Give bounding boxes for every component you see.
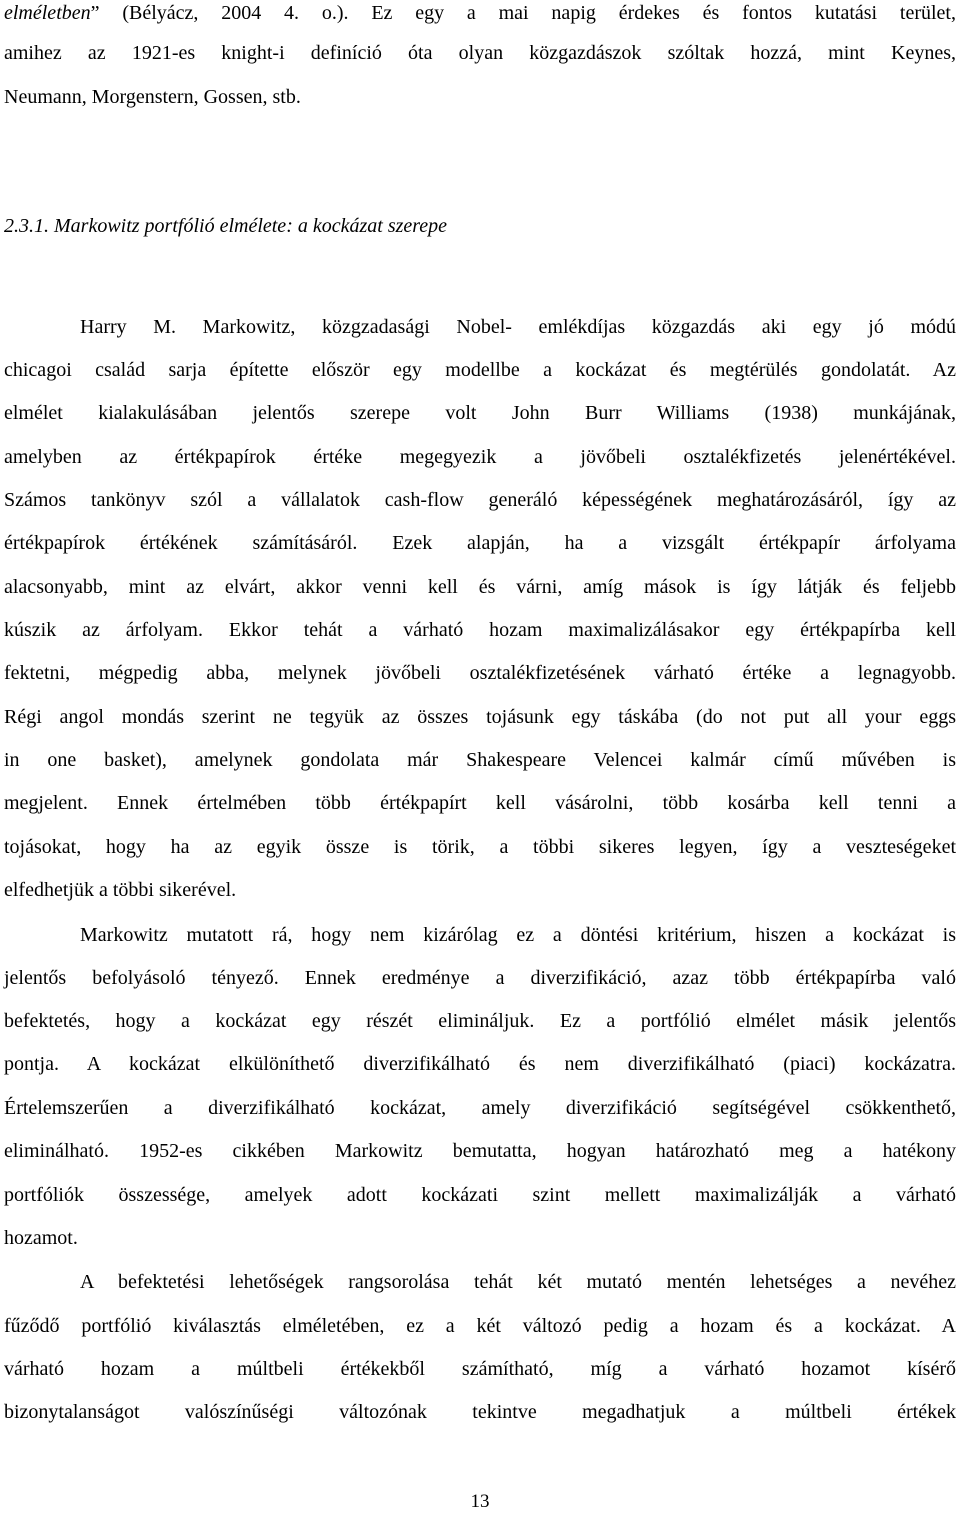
paragraph-2-line-7: portfóliók összessége, amelyek adott kockázati szint mellett maximalizálják a várható <box>4 1184 956 1206</box>
paragraph-2-line-4: pontja. A kockázat elkülöníthető diverzifikálható és nem diverzifikálható (piaci) kockázatra. <box>4 1053 956 1075</box>
paragraph-3-line-4: bizonytalanságot valószínűségi változónak tekintve megadhatjuk a múltbeli értékek <box>4 1401 956 1423</box>
paragraph-1-line-5: Számos tankönyv szól a vállalatok cash-flow generáló képességének meghatározásáról, így az <box>4 489 956 511</box>
paragraph-1-line-2: chicagoi család sarja építette először egy modellbe a kockázat és megtérülés gondolatát. Az <box>4 359 956 381</box>
paragraph-2-line-5: Értelemszerűen a diverzifikálható kockázat, amely diverzifikáció segítségével csökkenthető, <box>4 1097 956 1119</box>
section-heading: 2.3.1. Markowitz portfólió elmélete: a kockázat szerepe <box>4 215 448 237</box>
paragraph-1-line-14: elfedhetjük a többi sikerével. <box>4 879 237 901</box>
paragraph-2-line-1: Markowitz mutatott rá, hogy nem kizárólag ez a döntési kritérium, hiszen a kockázat is <box>80 924 956 946</box>
paragraph-1-line-11: in one basket), amelynek gondolata már Shakespeare Velencei kalmár című művében is <box>4 749 956 771</box>
paragraph-1-line-6: értékpapírok értékének számításáról. Ezek alapján, ha a vizsgált értékpapír árfolyama <box>4 532 956 554</box>
paragraph-1-line-7: alacsonyabb, mint az elvárt, akkor venni kell és várni, amíg mások is így látják és feljebb <box>4 576 956 598</box>
intro-italic-term: elméletben <box>4 2 91 24</box>
intro-line-1-text: ” (Bélyácz, 2004 4. o.). Ez egy a mai napig érdekes és fontos kutatási terület, <box>90 2 956 24</box>
paragraph-3-line-3: várható hozam a múltbeli értékekből számítható, míg a várható hozamot kísérő <box>4 1358 956 1380</box>
paragraph-2-line-6: eliminálható. 1952-es cikkében Markowitz bemutatta, hogyan határozható meg a hatékony <box>4 1140 956 1162</box>
paragraph-1-line-10: Régi angol mondás szerint ne tegyük az összes tojásunk egy táskába (do not put all your eggs <box>4 706 956 728</box>
intro-line-1 <box>4 0 956 26</box>
paragraph-2-line-8: hozamot. <box>4 1227 78 1249</box>
paragraph-3-line-1: A befektetési lehetőségek rangsorolása tehát két mutató mentén lehetséges a nevéhez <box>80 1271 956 1293</box>
paragraph-3-line-2: fűződő portfólió kiválasztás elméletében, ez a két változó pedig a hozam és a kockázat. A <box>4 1315 956 1337</box>
paragraph-1-line-8: kúszik az árfolyam. Ekkor tehát a várható hozam maximalizálásakor egy értékpapírba kell <box>4 619 956 641</box>
intro-line-2: amihez az 1921-es knight-i definíció óta olyan közgazdászok szóltak hozzá, mint Keynes, <box>4 42 956 64</box>
paragraph-1-line-4: amelyben az értékpapírok értéke megegyezik a jövőbeli osztalékfizetés jelenértékével. <box>4 446 956 468</box>
paragraph-2-line-2: jelentős befolyásoló tényező. Ennek eredménye a diverzifikáció, azaz több értékpapírba való <box>4 967 956 989</box>
paragraph-2-line-3: befektetés, hogy a kockázat egy részét elimináljuk. Ez a portfólió elmélet másik jelentős <box>4 1010 956 1032</box>
paragraph-1-line-12: megjelent. Ennek értelmében több értékpapírt kell vásárolni, több kosárba kell tenni a <box>4 792 956 814</box>
paragraph-1-line-13: tojásokat, hogy ha az egyik össze is törik, a többi sikeres legyen, így a veszteségeket <box>4 836 956 858</box>
paragraph-1-line-9: fektetni, mégpedig abba, melynek jövőbeli osztalékfizetésének várható értéke a legnagyobb. <box>4 662 956 684</box>
paragraph-1-line-1: Harry M. Markowitz, közgzadasági Nobel- emlékdíjas közgazdás aki egy jó módú <box>80 316 956 338</box>
intro-line-3: Neumann, Morgenstern, Gossen, stb. <box>4 86 301 108</box>
paragraph-1-line-3: elmélet kialakulásában jelentős szerepe volt John Burr Williams (1938) munkájának, <box>4 402 956 424</box>
page-number: 13 <box>470 1491 490 1512</box>
